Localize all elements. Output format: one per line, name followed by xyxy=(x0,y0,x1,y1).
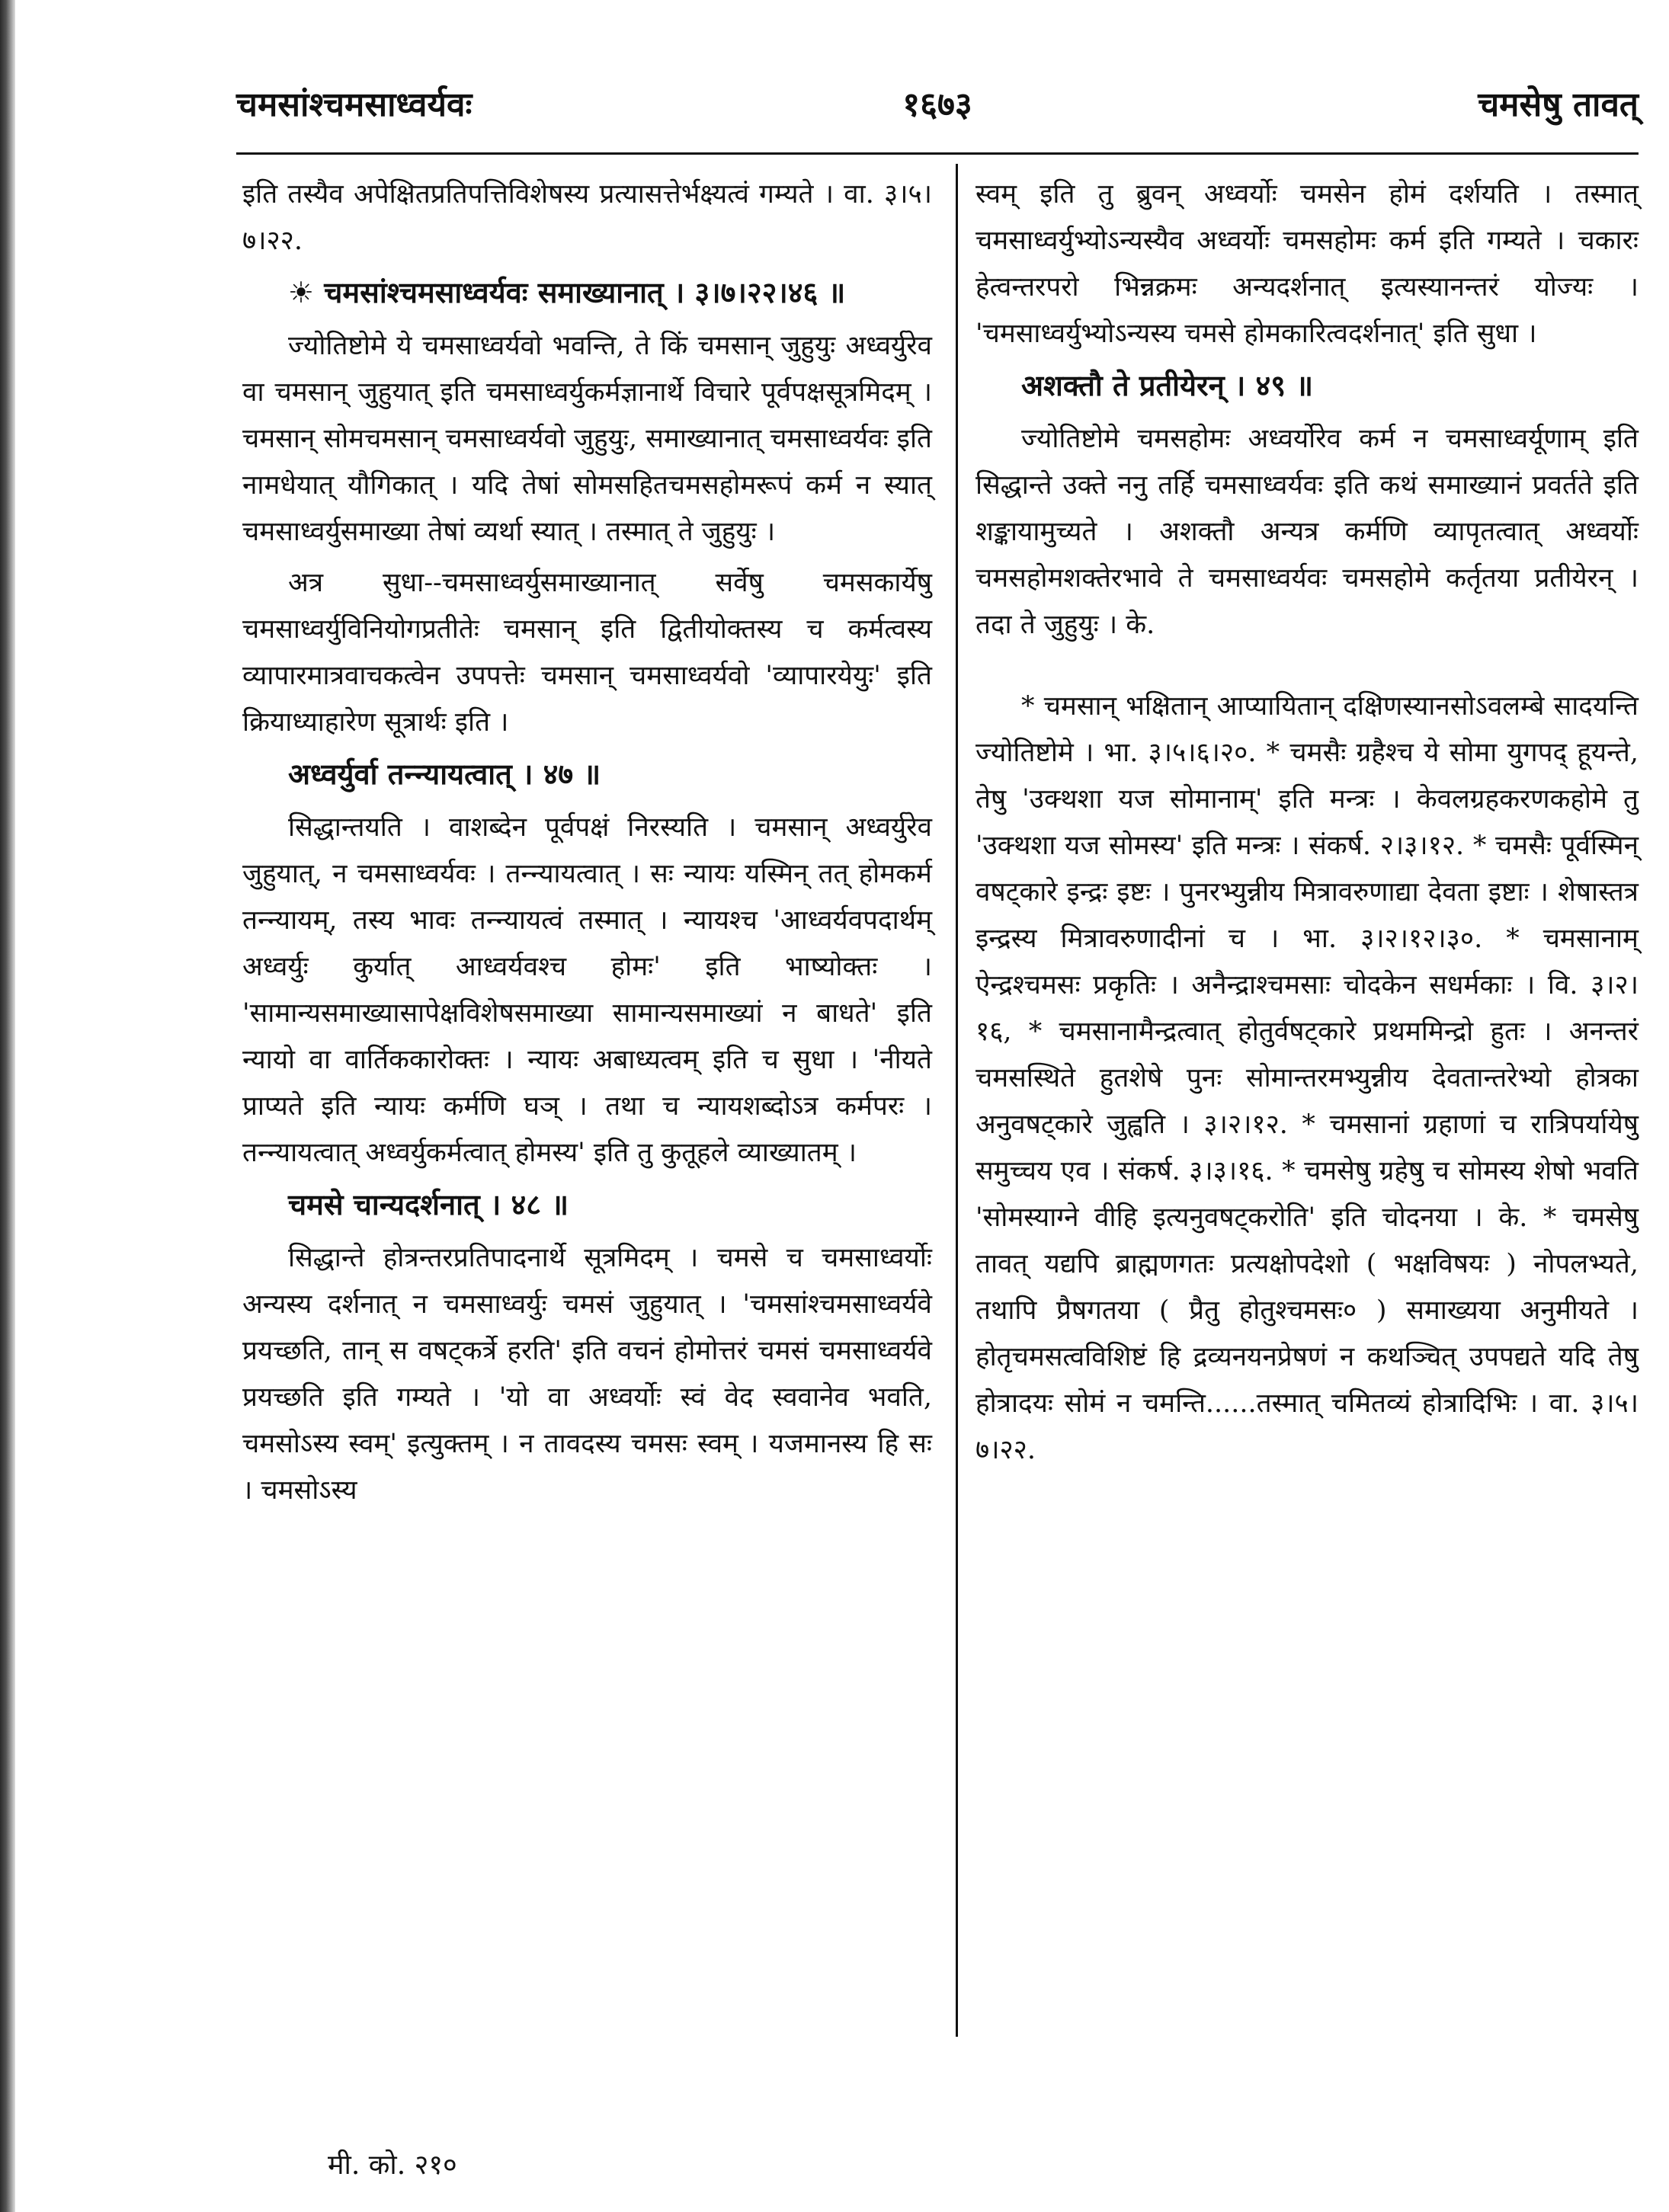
sutra-47: अध्वर्युर्वा तन्न्यायत्वात् । ४७ ॥ xyxy=(288,757,601,791)
footer-signature: मी. को. २१० xyxy=(328,2150,457,2181)
section-gap xyxy=(975,653,1639,683)
column-divider xyxy=(956,164,958,2037)
left-column xyxy=(242,171,932,1519)
left-paragraph-1: इति तस्यैव अपेक्षितप्रतिपत्तिविशेषस्य प्रत्यासत्तेर्भक्ष्यत्वं गम्यते । वा. ३।५।७।२२. xyxy=(242,179,932,256)
header-left-keyword: चमसांश्चमसाध्वर्यवः xyxy=(236,85,473,124)
right-paragraph-2: ज्योतिष्टोमे चमसहोमः अध्वर्योरेव कर्म न चमसाध्वर्यूणाम् इति सिद्धान्ते उक्ते ननु तर्हि चमसाध्वर्यवः इति कथं समाख्यानं प्रवर्तते इति शङ्कायामुच्यते । अशक्तौ अन्यत्र कर्मणि व्यापृतत्वात् अध्वर्योः चमसहोमशक्तेरभावे ते चमसाध्वर्यवः चमसहोमे कर्तृतया प्रतीयेरन् । तदा ते जुहुयुः । के. xyxy=(975,424,1639,640)
page-number: १६७३ xyxy=(902,85,972,124)
left-paragraph-3: अत्र सुधा--चमसाध्वर्युसमाख्यानात् सर्वेषु चमसकार्येषु चमसाध्वर्युविनियोगप्रतीतेः चमसान् इति द्वितीयोक्तस्य च कर्मत्वस्य व्यापारमात्रवाचकत्वेन उपपत्तेः चमसान् चमसाध्वर्यवो 'व्यापारयेयुः' इति क्रियाध्याहारेण सूत्रार्थः इति । xyxy=(242,568,932,738)
sutra-48: चमसे चान्यदर्शनात् । ४८ ॥ xyxy=(288,1187,569,1221)
sutra-49: अशक्तौ ते प्रतीयेरन् । ४९ ॥ xyxy=(1021,368,1314,402)
right-paragraph-1: स्वम् इति तु ब्रुवन् अध्वर्योः चमसेन होमं दर्शयति । तस्मात् चमसाध्वर्युभ्योऽन्यस्यैव अध्वर्योः चमसहोमः कर्म इति गम्यते । चकारः हेत्वन्तरपरो भिन्नक्रमः अन्यदर्शनात् इत्यस्यानन्तरं योज्यः । 'चमसाध्वर्युभ्योऽन्यस्य चमसे होमकारित्वदर्शनात्' इति सुधा । xyxy=(975,179,1639,349)
header-rule xyxy=(236,152,1639,155)
right-column xyxy=(975,171,1639,1478)
sutra-46: ☀ चमसांश्चमसाध्वर्यवः समाख्यानात् । ३।७।२२।४६ ॥ xyxy=(288,275,846,309)
header-right-keyword: चमसेषु तावत् xyxy=(1478,85,1639,124)
right-paragraph-3-notes: * चमसान् भक्षितान् आप्यायितान् दक्षिणस्यानसोऽवलम्बे सादयन्ति ज्योतिष्टोमे । भा. ३।५।६।२०. * चमसैः ग्रहैश्च ये सोमा युगपद् हूयन्ते, तेषु 'उक्थशा यज सोमानाम्' इति मन्त्रः । केवलग्रहकरणकहोमे तु 'उक्थशा यज सोमस्य' इति मन्त्रः । संकर्ष. २।३।१२. * चमसैः पूर्वस्मिन् वषट्कारे इन्द्रः इष्टः । पुनरभ्युन्नीय मित्रावरुणाद्या देवता इष्टाः । शेषास्तत्र इन्द्रस्य मित्रावरुणादीनां च । भा. ३।२।१२।३०. * चमसानाम् ऐन्द्रश्चमसः प्रकृतिः । अनैन्द्राश्चमसाः चोदकेन सधर्मकाः । वि. ३।२।१६, * चमसानामैन्द्रत्वात् होतुर्वषट्कारे प्रथममिन्द्रो हुतः । अनन्तरं चमसस्थिते हुतशेषे पुनः सोमान्तरमभ्युन्नीय देवतान्तरेभ्यो होत्रका अनुवषट्कारे जुह्वति । ३।२।१२. * चमसानां ग्रहाणां च रात्रिपर्यायेषु समुच्चय एव । संकर्ष. ३।३।१६. * चमसेषु ग्रहेषु च सोमस्य शेषो भवति 'सोमस्याग्ने वीहि इत्यनुवषट्करोति' इति चोदनया । के. * चमसेषु तावत् यद्यपि ब्राह्मणगतः प्रत्यक्षोपदेशो ( भक्षविषयः ) नोपलभ्यते, तथापि प्रैषगतया ( प्रैतु होतुश्चमसः० ) समाख्यया अनुमीयते । होतृचमसत्वविशिष्टं हि द्रव्यनयनप्रेषणं न कथञ्चित् उपपद्यते यदि तेषु होत्रादयः सोमं न चमन्ति......तस्मात् चमितव्यं होत्रादिभिः । वा. ३।५।७।२२. xyxy=(975,691,1639,1465)
left-paragraph-4: सिद्धान्तयति । वाशब्देन पूर्वपक्षं निरस्यति । चमसान् अध्वर्युरेव जुहुयात्, न चमसाध्वर्यवः । तन्न्यायत्वात् । सः न्यायः यस्मिन् तत् होमकर्म तन्न्यायम्, तस्य भावः तन्न्यायत्वं तस्मात् । न्यायश्च 'आध्वर्यवपदार्थम् अध्वर्युः कुर्यात् आध्वर्यवश्च होमः' इति भाष्योक्तः । 'सामान्यसमाख्यासापेक्षविशेषसमाख्या सामान्यसमाख्यां न बाधते' इति न्यायो वा वार्तिककारोक्तः । न्यायः अबाध्यत्वम् इति च सुधा । 'नीयते प्राप्यते इति न्यायः कर्मणि घञ् । तथा च न्यायशब्दोऽत्र कर्मपरः । तन्न्यायत्वात् अध्वर्युकर्मत्वात् होमस्य' इति तु कुतूहले व्याख्यातम् । xyxy=(242,812,932,1168)
left-paragraph-2: ज्योतिष्टोमे ये चमसाध्वर्यवो भवन्ति, ते किं चमसान् जुहुयुः अध्वर्युरेव वा चमसान् जुहुयात् इति चमसाध्वर्युकर्मज्ञानार्थे विचारे पूर्वपक्षसूत्रमिदम् । चमसान् सोमचमसान् चमसाध्वर्यवो जुहुयुः, समाख्यानात् चमसाध्वर्यवः इति नामधेयात् यौगिकात् । यदि तेषां सोमसहितचमसहोमरूपं कर्म न स्यात् चमसाध्वर्युसमाख्या तेषां व्यर्था स्यात् । तस्मात् ते जुहुयुः । xyxy=(242,331,932,547)
running-header xyxy=(236,80,1639,141)
book-binding-edge xyxy=(0,0,15,2212)
left-paragraph-5: सिद्धान्ते होत्रन्तरप्रतिपादनार्थे सूत्रमिदम् । चमसे च चमसाध्वर्योः अन्यस्य दर्शनात् न चमसाध्वर्युः चमसं जुहुयात् । 'चमसांश्चमसाध्वर्यवे प्रयच्छति, तान् स वषट्कर्त्रे हरति' इति वचनं होमोत्तरं चमसं चमसाध्वर्यवे प्रयच्छति इति गम्यते । 'यो वा अध्वर्योः स्वं वेद स्ववानेव भवति, चमसोऽस्य स्वम्' इत्युक्तम् । न तावदस्य चमसः स्वम् । यजमानस्य हि सः । चमसोऽस्य xyxy=(242,1243,932,1506)
